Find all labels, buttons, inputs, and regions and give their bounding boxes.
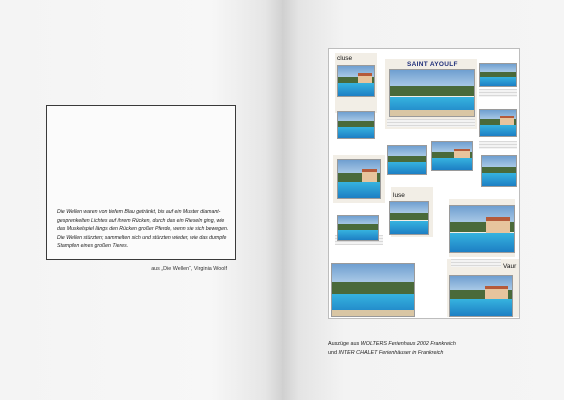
- label-luse: luse: [393, 192, 405, 199]
- pool-photo: [449, 275, 513, 317]
- pool-photo: [337, 159, 381, 199]
- pool-photo: [387, 145, 427, 175]
- catalog-text-strip: [479, 141, 517, 149]
- pool-photo: [389, 69, 475, 117]
- pool-photo: [481, 155, 517, 187]
- catalog-collage: [328, 48, 520, 319]
- caption-source: INTER CHALET Ferienhäuser in Frankreich: [338, 349, 444, 356]
- catalog-text-strip: [451, 259, 501, 267]
- pool-photo: [337, 111, 375, 139]
- quote-line: Stampfen eines großen Tieres.: [57, 243, 129, 250]
- label-saint-ayoulf: SAINT AYOULF: [407, 61, 458, 68]
- label-cluse: cluse: [337, 55, 353, 62]
- caption-line-1: [328, 340, 456, 349]
- pool-photo: [331, 263, 415, 317]
- catalog-text-strip: [479, 89, 517, 97]
- pool-photo: [431, 141, 473, 171]
- pool-photo: [449, 205, 515, 253]
- quote-line: gesprenkelten Lichtes auf ihrem Rücken, durch das ein Rieseln ging, wie: [57, 217, 225, 224]
- caption-source: WOLTERS Ferienhaus 2002 Frankreich: [360, 341, 456, 347]
- caption-line-2: [328, 349, 456, 358]
- quote-line: Die Wellen waren von tiefem Blau getränkt, bis auf ein Muster diamant-: [57, 209, 221, 216]
- pool-photo: [337, 215, 379, 241]
- pool-photo: [337, 65, 375, 97]
- quote-line: Die Wellen stürzten; sammelten sich und stürzten wieder, wie das dumpfe: [57, 234, 227, 241]
- quote-text: [57, 208, 229, 251]
- quote-line: das Muskelspiel längs den Rücken großer Pferde, wenn sie sich bewegen.: [57, 226, 229, 233]
- quote-box: [46, 105, 236, 260]
- catalog-text-strip: [387, 119, 475, 127]
- figure-caption: [328, 340, 456, 357]
- quote-credit: aus „Die Wellen“, Virginia Woolf: [151, 266, 227, 272]
- caption-prefix: Auszüge aus: [328, 341, 361, 347]
- right-page: [282, 0, 564, 400]
- caption-prefix: und: [328, 349, 339, 356]
- pool-photo: [479, 109, 517, 137]
- pool-photo: [479, 63, 517, 87]
- pool-photo: [389, 201, 429, 235]
- label-vaur: Vaur: [503, 263, 517, 270]
